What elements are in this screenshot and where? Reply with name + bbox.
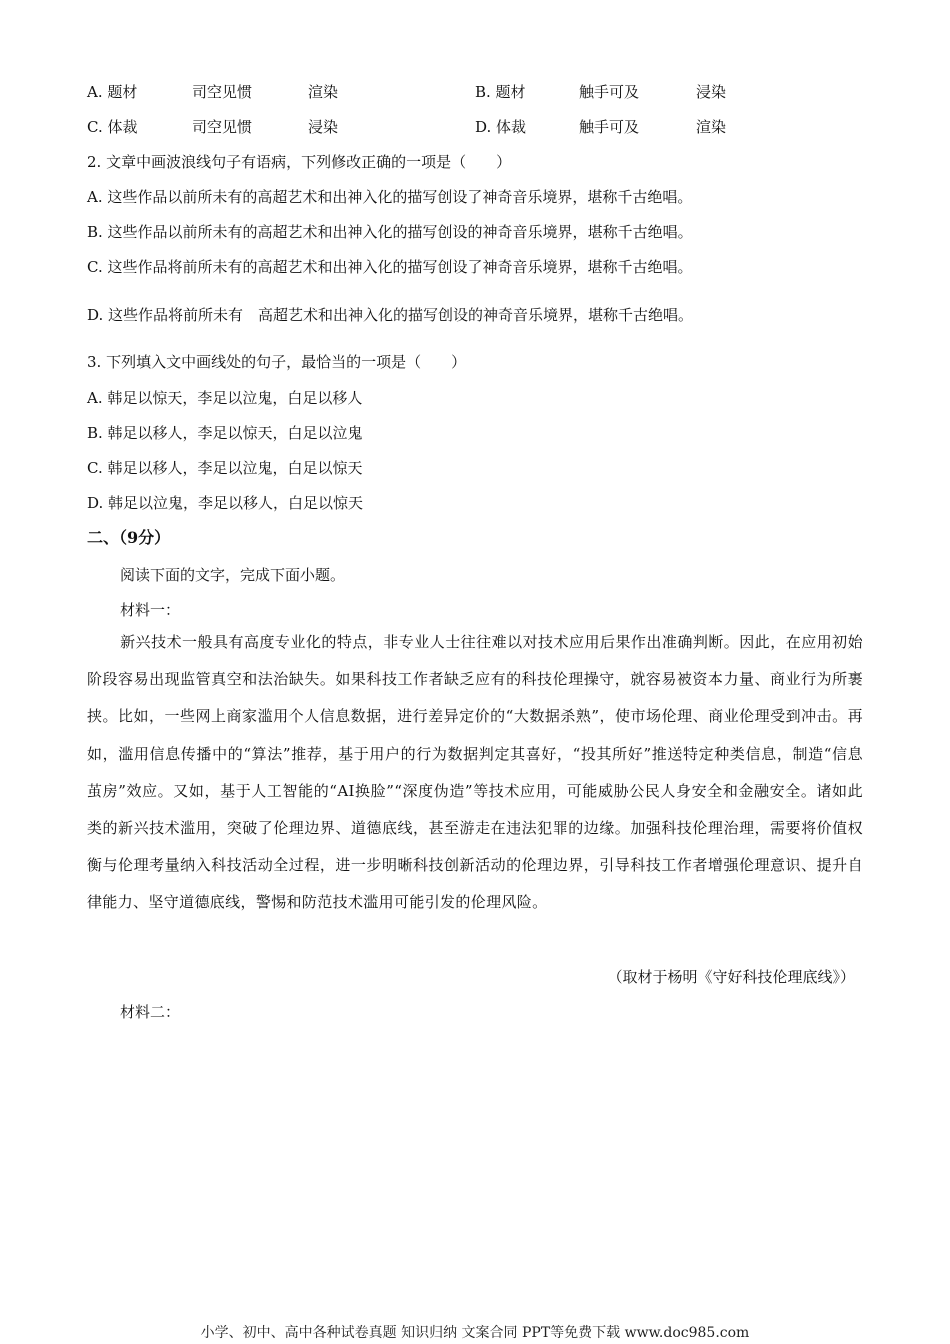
page-footer: 小学、初中、高中各种试卷真题 知识归纳 文案合同 PPT等免费下载 www.doc985.com: [200, 1325, 750, 1341]
q1-option-c-word1: 司空见惯: [192, 118, 253, 136]
material2-label: 材料二：: [120, 1003, 181, 1021]
q1-option-a: A. 题材: [87, 83, 138, 101]
q2-option-c: C. 这些作品将前所未有的高超艺术和出神入化的描写创设了神奇音乐境界，堪称千古绝唱。: [87, 258, 693, 276]
section-heading: 二、（9分）: [87, 528, 171, 547]
q2-stem: 2. 文章中画波浪线句子有语病，下列修改正确的一项是（ ）: [87, 153, 512, 171]
q1-option-a-word1: 司空见惯: [192, 83, 253, 101]
q1-option-b-word1: 触手可及: [579, 83, 640, 101]
q1-option-d-word1: 触手可及: [579, 118, 640, 136]
q1-option-d: D. 体裁: [475, 118, 527, 136]
q1-option-c-word2: 浸染: [308, 118, 339, 136]
material1-label: 材料一：: [120, 601, 181, 619]
q3-option-d: D. 韩足以泣鬼，李足以移人，白足以惊天: [87, 494, 364, 512]
material1-paragraph: [87, 624, 863, 922]
q1-option-d-word2: 渲染: [696, 118, 727, 136]
q1-option-a-word2: 渲染: [308, 83, 339, 101]
section-instruction: 阅读下面的文字，完成下面小题。: [120, 566, 346, 584]
q2-option-b: B. 这些作品以前所未有的高超艺术和出神入化的描写创设的神奇音乐境界，堪称千古绝唱。: [87, 223, 693, 241]
material1-text: 新兴技术一般具有高度专业化的特点，非专业人士往往难以对技术应用后果作出准确判断。因此，在应用初始阶段容易出现监管真空和法治缺失。如果科技工作者缺乏应有的科技伦理操守，就容易被资本力量、商业行为所裹挟。比如，一些网上商家滥用个人信息数据，进行差异定价的“大数据杀熟”，使市场伦理、商业伦理受到冲击。再如，滥用信息传播中的“算法”推荐，基于用户的行为数据判定其喜好，“投其所好”推送特定种类信息，制造“信息茧房”效应。又如，基于人工智能的“AI换脸”“深度伪造”等技术应用，可能威胁公民人身安全和金融安全。诸如此类的新兴技术滥用，突破了伦理边界、道德底线，甚至游走在违法犯罪的边缘。加强科技伦理治理，需要将价值权衡与伦理考量纳入科技活动全过程，进一步明晰科技创新活动的伦理边界，引导科技工作者增强伦理意识、提升自律能力、坚守道德底线，警惕和防范技术滥用可能引发的伦理风险。: [87, 633, 863, 912]
q2-option-d: D. 这些作品将前所未有 高超艺术和出神入化的描写创设的神奇音乐境界，堪称千古绝唱。: [87, 306, 694, 324]
q1-option-b-word2: 浸染: [696, 83, 727, 101]
q3-stem: 3. 下列填入文中画线处的句子，最恰当的一项是（ ）: [87, 353, 467, 371]
q3-option-c: C. 韩足以移人，李足以泣鬼，白足以惊天: [87, 459, 363, 477]
q3-option-a: A. 韩足以惊天，李足以泣鬼，白足以移人: [87, 389, 363, 407]
q1-option-c: C. 体裁: [87, 118, 138, 136]
q3-option-b: B. 韩足以移人，李足以惊天，白足以泣鬼: [87, 424, 363, 442]
q1-option-b: B. 题材: [475, 83, 526, 101]
q2-option-a: A. 这些作品以前所未有的高超艺术和出神入化的描写创设了神奇音乐境界，堪称千古绝唱。: [87, 188, 693, 206]
material1-source: （取材于杨明《守好科技伦理底线》）: [607, 968, 855, 986]
